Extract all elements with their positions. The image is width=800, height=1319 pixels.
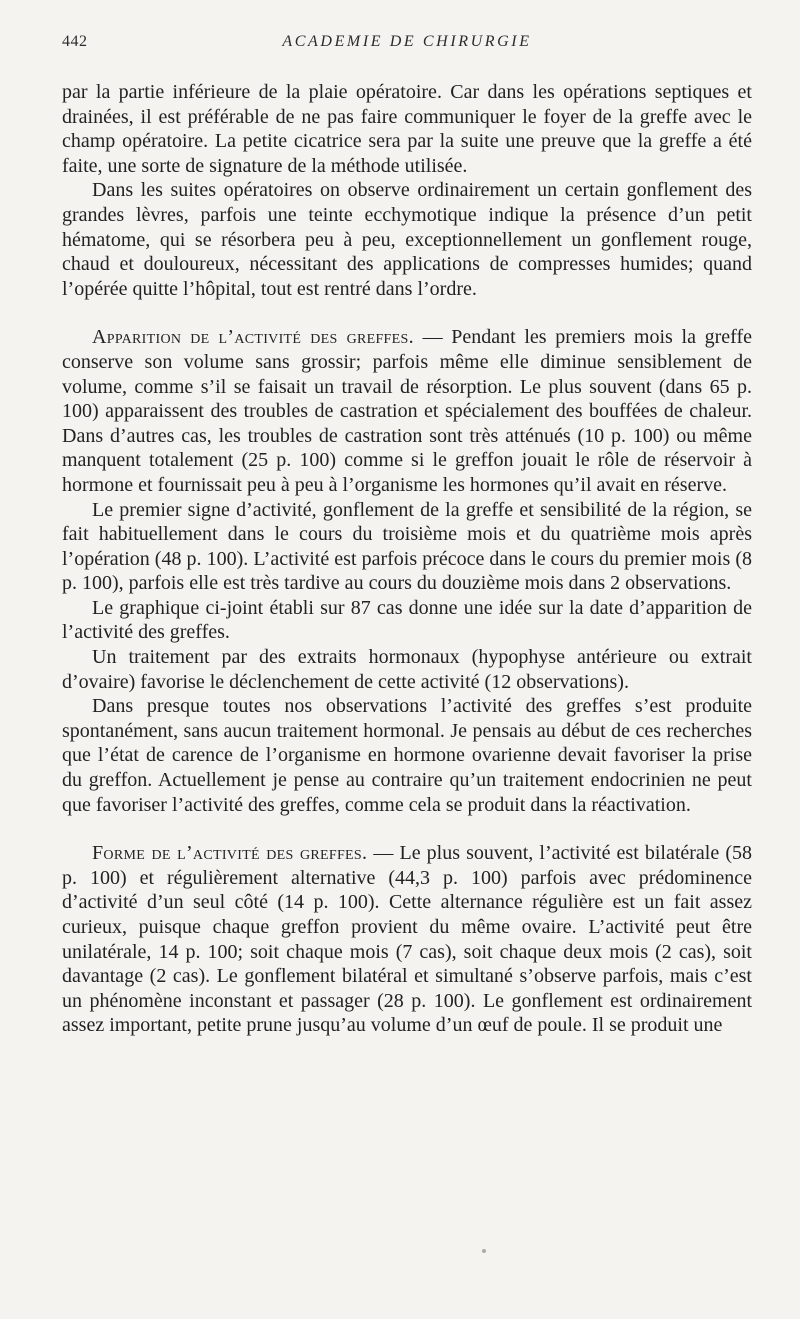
paragraph-postoperative: Dans les suites opératoires on observe ordinairement un certain gonflement des grandes lèvres, parfois une teinte ecchymotique indique la présence d’un petit hématome, qui se résorbera peu à peu, exceptionnellement un gonflement rouge, chaud et douloureux, nécessitant des applications de compresses humides; quand l’opérée quitte l’hôpital, tout est rentré dans l’ordre.: [62, 179, 752, 300]
section-heading-forme: Forme de l’activité des greffes.: [92, 842, 368, 865]
page-number: 442: [62, 33, 88, 50]
paragraph-spontaneous-activity: Dans presque toutes nos observations l’activité des greffes s’est produite spontanément, sans aucun traitement hormonal. Je pensais au début de ces recherches que l’état de carence de l’organisme en hormone ovarienne devait favoriser la prise du greffon. Actuellement je pense au contraire qu’un traitement endocrinien ne peut que favoriser l’activité des greffes, comme cela se produit dans la réactivation.: [62, 695, 752, 816]
paragraph-apparition-lead: [62, 325, 752, 497]
paragraph-forme-lead: [62, 841, 752, 1038]
paragraph-hormonal-treatment: Un traitement par des extraits hormonaux (hypophyse antérieure ou extrait d’ovaire) favorise le déclenchement de cette activité (12 observations).: [62, 646, 752, 693]
section-gap: [62, 817, 752, 841]
section-heading-apparition: Apparition de l’activité des greffes.: [92, 326, 414, 349]
forme-lead-text: — Le plus souvent, l’activité est bilatérale (58 p. 100) et régulièrement alternative (44,3 p. 100) parfois avec prédominence d’activité d’un seul côté (14 p. 100). Cette alternance régulière est un fait assez curieux, puisque chaque greffon provient du même ovaire. L’activité peut être unilatérale, 14 p. 100; soit chaque mois (7 cas), soit chaque deux mois (2 cas), soit davantage (2 cas). Le gonflement bilatéral et simultané s’observe parfois, mais c’est un phénomène inconstant et passager (28 p. 100). Le gonflement est ordinairement assez important, petite prune jusqu’au volume d’un œuf de poule. Il se produit une: [62, 842, 752, 1037]
paragraph-first-sign: Le premier signe d’activité, gonflement de la greffe et sensibilité de la région, se fait habituellement dans le cours du troisième mois et du quatrième mois après l’opération (48 p. 100). L’activité est parfois précoce dans le cours du premier mois (8 p. 100), parfois elle est très tardive au cours du douzième mois dans 2 observations.: [62, 498, 752, 595]
apparition-lead-text: — Pendant les premiers mois la greffe conserve son volume sans grossir; parfois même elle diminue sensiblement de volume, comme s’il se faisait un travail de résorption. Le plus souvent (dans 65 p. 100) apparaissent des troubles de castration et spécialement des bouffées de chaleur. Dans d’autres cas, les troubles de castration sont très atténués (10 p. 100) ou même manquent totalement (25 p. 100) comme si le greffon jouait le rôle de réservoir à hormone et fournissait peu à peu à l’organisme les hormones qu’il avait en réserve.: [62, 326, 752, 496]
paragraph-continuation: par la partie inférieure de la plaie opératoire. Car dans les opérations septiques et drainées, il est préférable de ne pas faire communiquer le foyer de la greffe avec le champ opératoire. La petite cicatrice sera par la suite une preuve que la greffe a été faite, une sorte de signature de la méthode utilisée.: [62, 81, 752, 177]
running-head: [62, 33, 752, 55]
journal-title: ACADEMIE DE CHIRURGIE: [282, 33, 532, 50]
body-text: [62, 80, 752, 1038]
section-gap: [62, 301, 752, 325]
ink-speck: [482, 1249, 486, 1253]
paragraph-graph-reference: Le graphique ci-joint établi sur 87 cas donne une idée sur la date d’apparition de l’activité des greffes.: [62, 596, 752, 644]
